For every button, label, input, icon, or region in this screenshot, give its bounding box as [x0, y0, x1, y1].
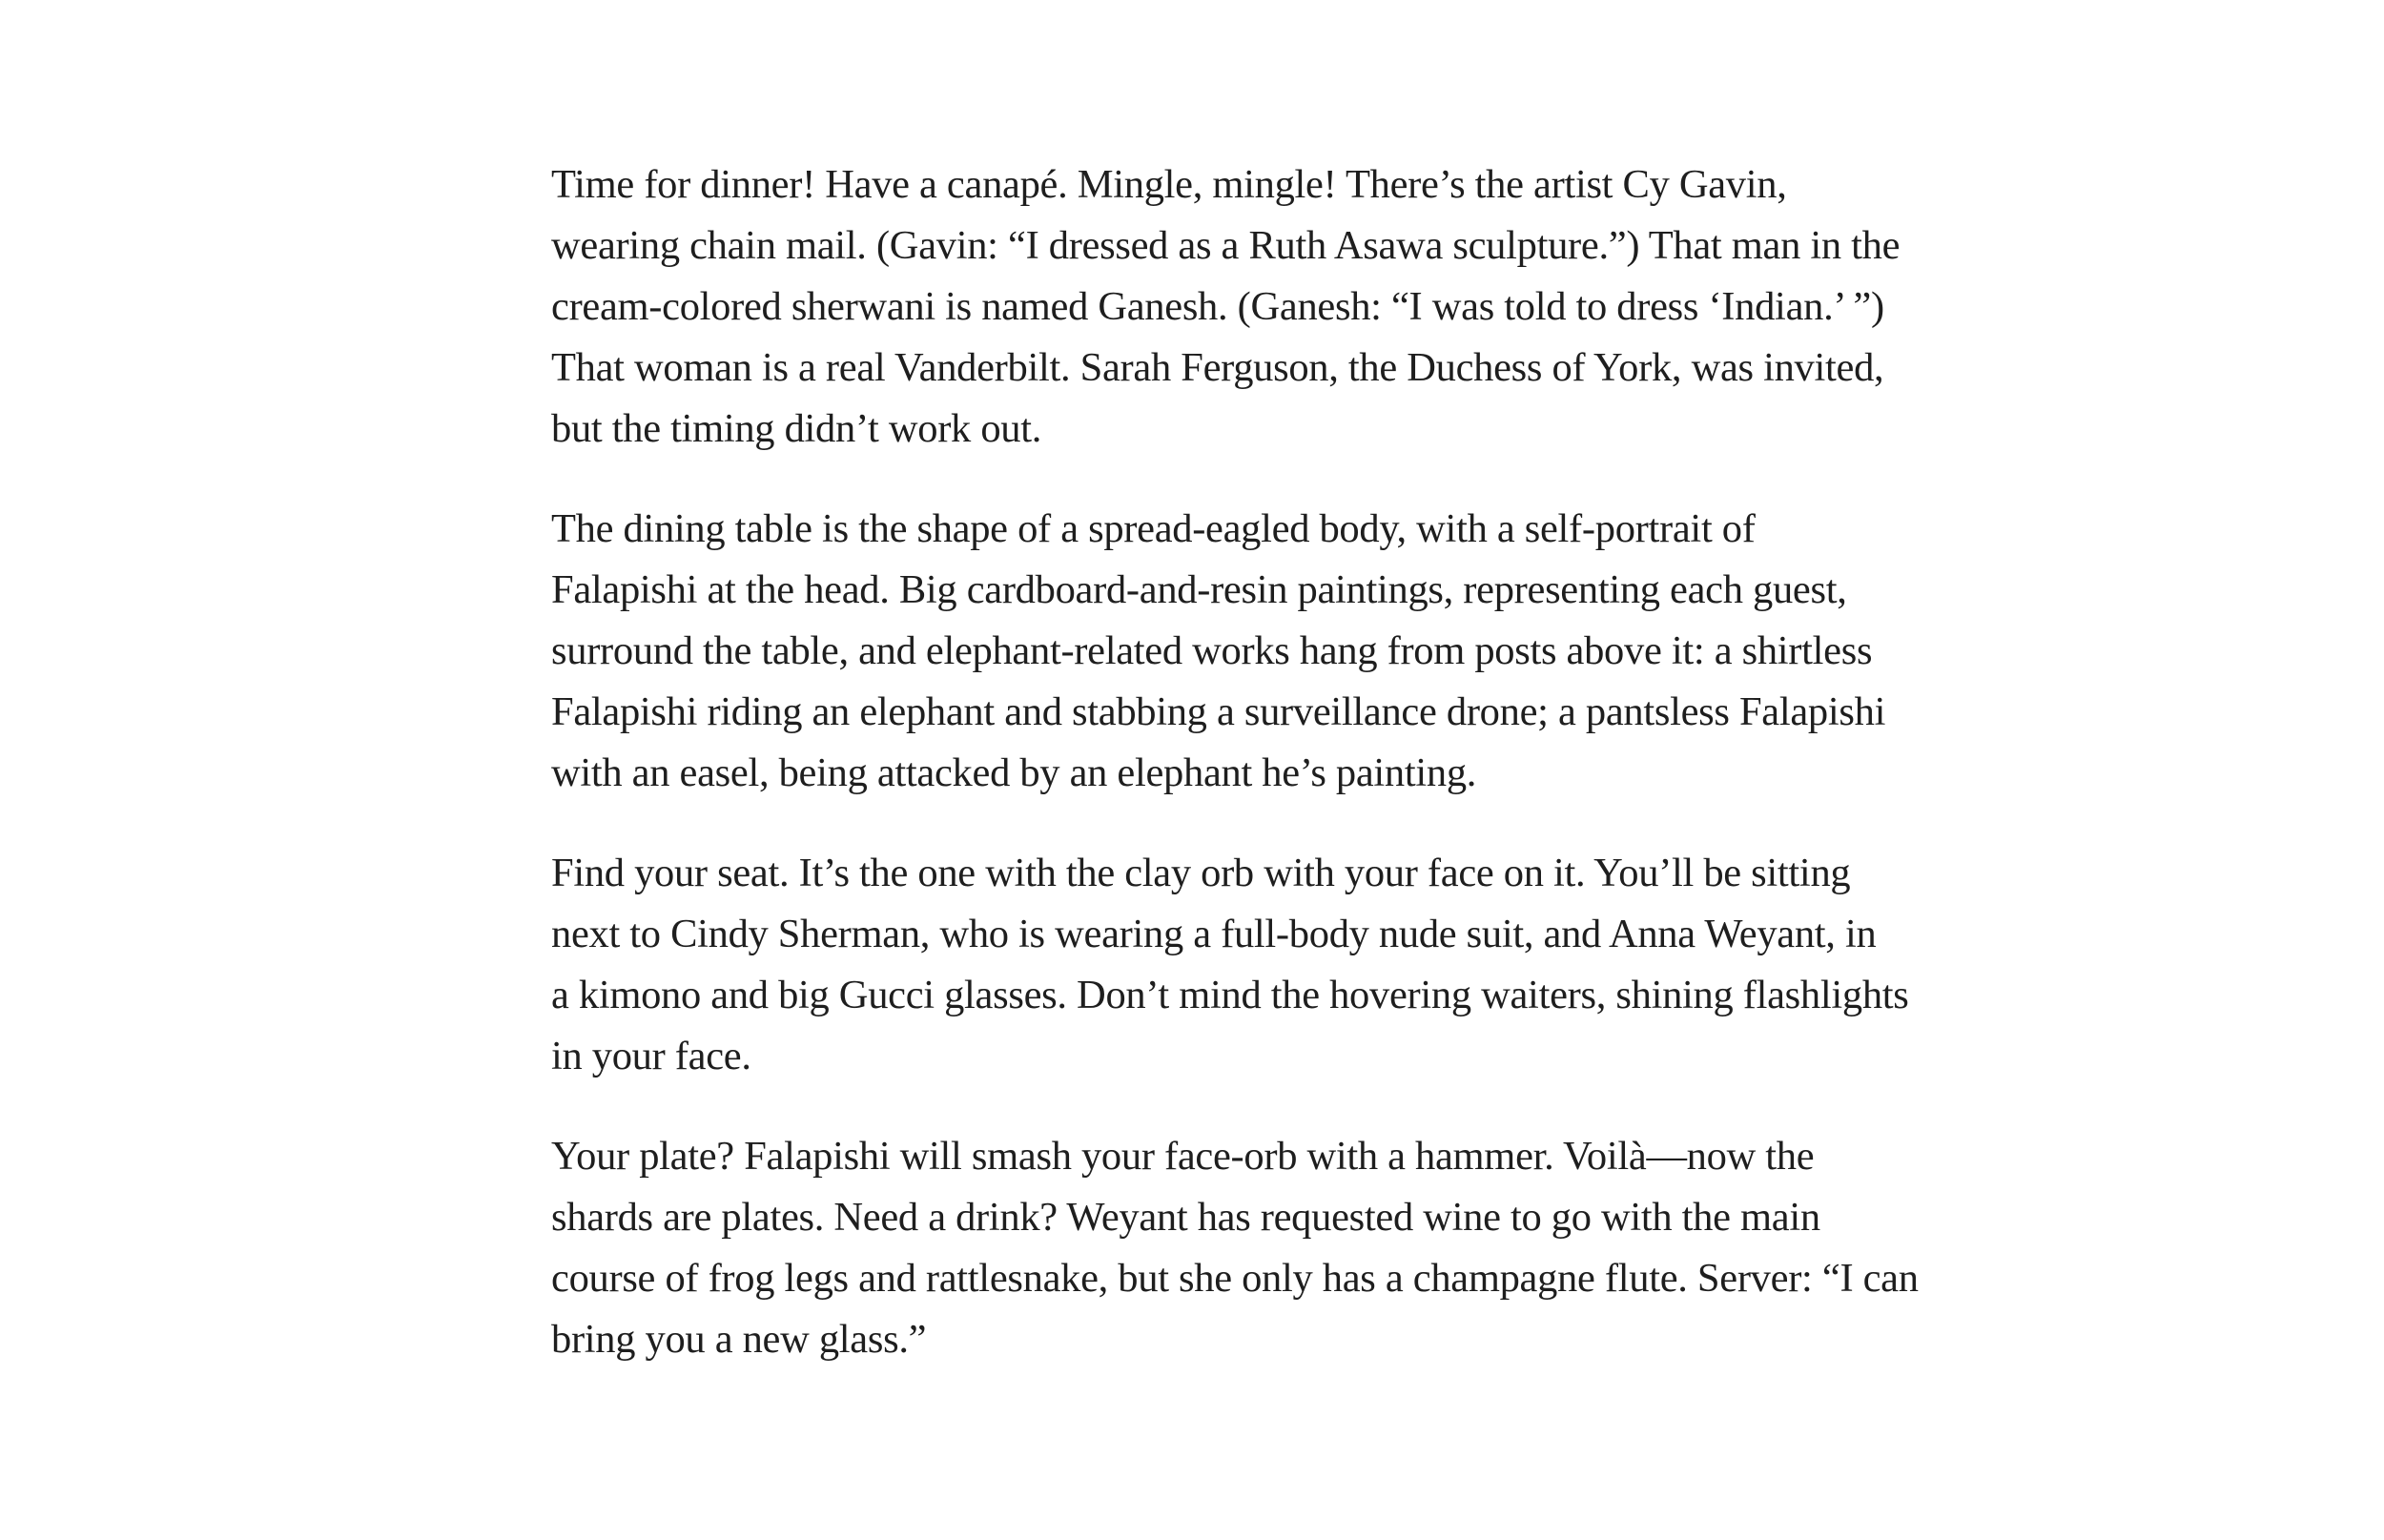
text-line: wearing chain mail. (Gavin: “I dressed as a Ruth Asawa sculpture.”) That man in the — [551, 223, 1901, 268]
text-line: bring you a new glass.” — [551, 1317, 927, 1362]
article-body — [551, 154, 1943, 1409]
text-line: Falapishi at the head. Big cardboard-and-resin paintings, representing each guest, — [551, 567, 1847, 612]
paragraph-dinner-guests — [551, 154, 1943, 460]
text-line: surround the table, and elephant-related works hang from posts above it: a shirtless — [551, 628, 1873, 673]
text-line: in your face. — [551, 1034, 751, 1078]
text-line: with an easel, being attacked by an elephant he’s painting. — [551, 750, 1477, 795]
text-line: next to Cindy Sherman, who is wearing a full-body nude suit, and Anna Weyant, in — [551, 912, 1877, 956]
text-line: That woman is a real Vanderbilt. Sarah Ferguson, the Duchess of York, was invited, — [551, 345, 1884, 390]
text-line: Your plate? Falapishi will smash your face-orb with a hammer. Voilà—now the — [551, 1134, 1815, 1179]
text-line: Time for dinner! Have a canapé. Mingle, mingle! There’s the artist Cy Gavin, — [551, 162, 1787, 207]
text-line: cream-colored sherwani is named Ganesh. (Ganesh: “I was told to dress ‘Indian.’ ”) — [551, 284, 1884, 329]
text-line: but the timing didn’t work out. — [551, 406, 1042, 451]
paragraph-find-seat — [551, 843, 1943, 1087]
text-line: course of frog legs and rattlesnake, but she only has a champagne flute. Server: “I can — [551, 1256, 1919, 1301]
text-line: a kimono and big Gucci glasses. Don’t mind the hovering waiters, shining flashlights — [551, 973, 1909, 1017]
paragraph-dining-table — [551, 499, 1943, 804]
text-line: The dining table is the shape of a spread-eagled body, with a self-portrait of — [551, 506, 1756, 551]
text-line: Find your seat. It’s the one with the clay orb with your face on it. You’ll be sitting — [551, 851, 1851, 895]
text-line: Falapishi riding an elephant and stabbing a surveillance drone; a pantsless Falapishi — [551, 689, 1886, 734]
paragraph-your-plate — [551, 1126, 1943, 1370]
text-line: shards are plates. Need a drink? Weyant has requested wine to go with the main — [551, 1195, 1820, 1240]
